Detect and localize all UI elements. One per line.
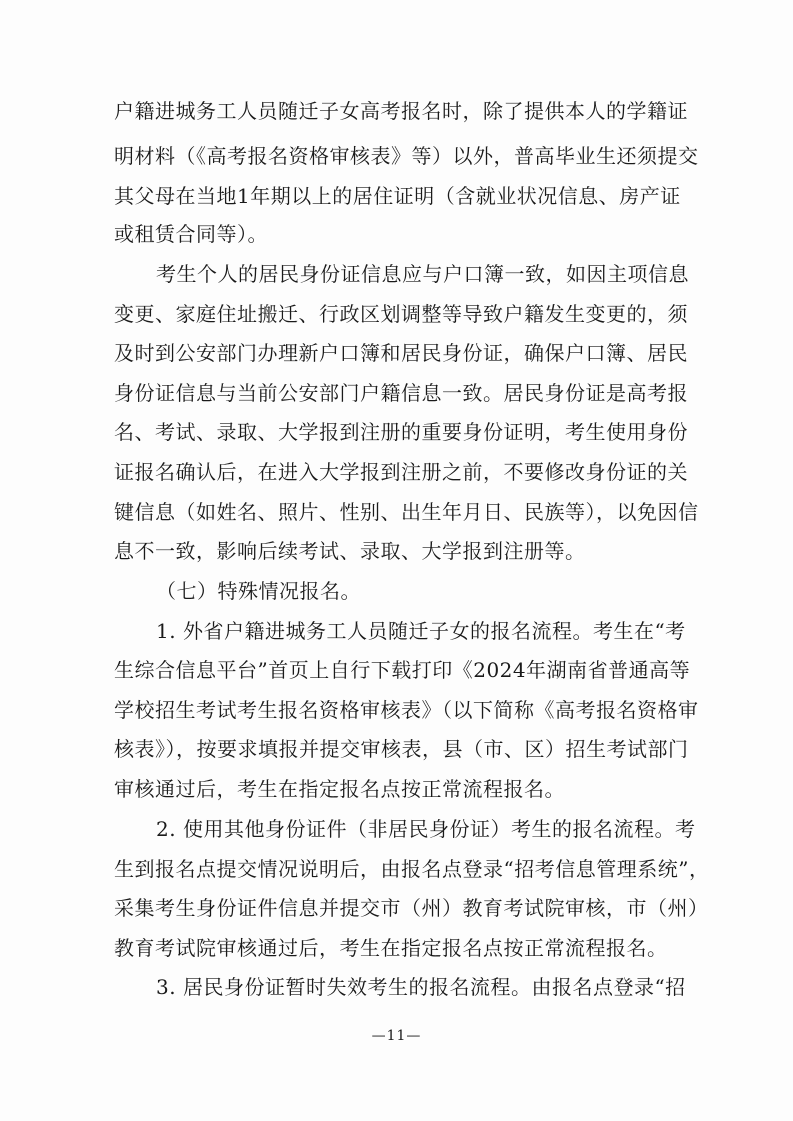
paragraph-start-line: 3. 居民身份证暂时失效考生的报名流程。由报名点登录“招 xyxy=(156,975,686,999)
text-line: 键信息（如姓名、照片、性别、出生年月日、民族等），以免因信 xyxy=(114,500,699,524)
text-line: 学校招生考试考生报名资格审核表》（以下简称《高考报名资格审 xyxy=(114,698,699,722)
page-number: —11— xyxy=(371,1028,422,1044)
paragraph-start-line: 2. 使用其他身份证件（非居民身份证）考生的报名流程。考 xyxy=(156,817,696,841)
text-line: 名、考试、录取、大学报到注册的重要身份证明，考生使用身份 xyxy=(114,420,688,444)
paragraph-start-line: 考生个人的居民身份证信息应与户口簿一致，如因主项信息 xyxy=(156,262,689,286)
text-line: 变更、家庭住址搬迁、行政区划调整等导致户籍发生变更的，须 xyxy=(114,302,688,326)
text-line: 审核通过后，考生在指定报名点按正常流程报名。 xyxy=(114,777,565,801)
text-line: 明材料（《高考报名资格审核表》等）以外，普高毕业生还须提交 xyxy=(114,144,699,168)
text-line: 生到报名点提交情况说明后，由报名点登录“招考信息管理系统”， xyxy=(114,857,710,881)
text-line: 户籍进城务工人员随迁子女高考报名时，除了提供本人的学籍证 xyxy=(114,99,688,123)
text-line: 教育考试院审核通过后，考生在指定报名点按正常流程报名。 xyxy=(114,936,668,960)
text-line: 核表》），按要求填报并提交审核表，县（市、区）招生考试部门 xyxy=(114,737,689,761)
text-line: 证报名确认后，在进入大学报到注册之前，不要修改身份证的关 xyxy=(114,460,688,484)
section-heading: （七）特殊情况报名。 xyxy=(156,579,361,603)
paragraph-start-line: 1. 外省户籍进城务工人员随迁子女的报名流程。考生在“考 xyxy=(156,619,686,643)
text-line: 采集考生身份证件信息并提交市（州）教育考试院审核，市（州） xyxy=(114,896,709,920)
text-line: 及时到公安部门办理新户口簿和居民身份证，确保户口簿、居民 xyxy=(114,341,688,365)
text-line: 其父母在当地1年期以上的居住证明（含就业状况信息、房产证 xyxy=(114,184,681,208)
text-line: 生综合信息平台”首页上自行下载打印《2024年湖南省普通高等 xyxy=(114,658,691,682)
text-line: 息不一致，影响后续考试、录取、大学报到注册等。 xyxy=(114,539,586,563)
text-line: 身份证信息与当前公安部门户籍信息一致。居民身份证是高考报 xyxy=(114,381,688,405)
text-line: 或租赁合同等）。 xyxy=(114,222,268,246)
